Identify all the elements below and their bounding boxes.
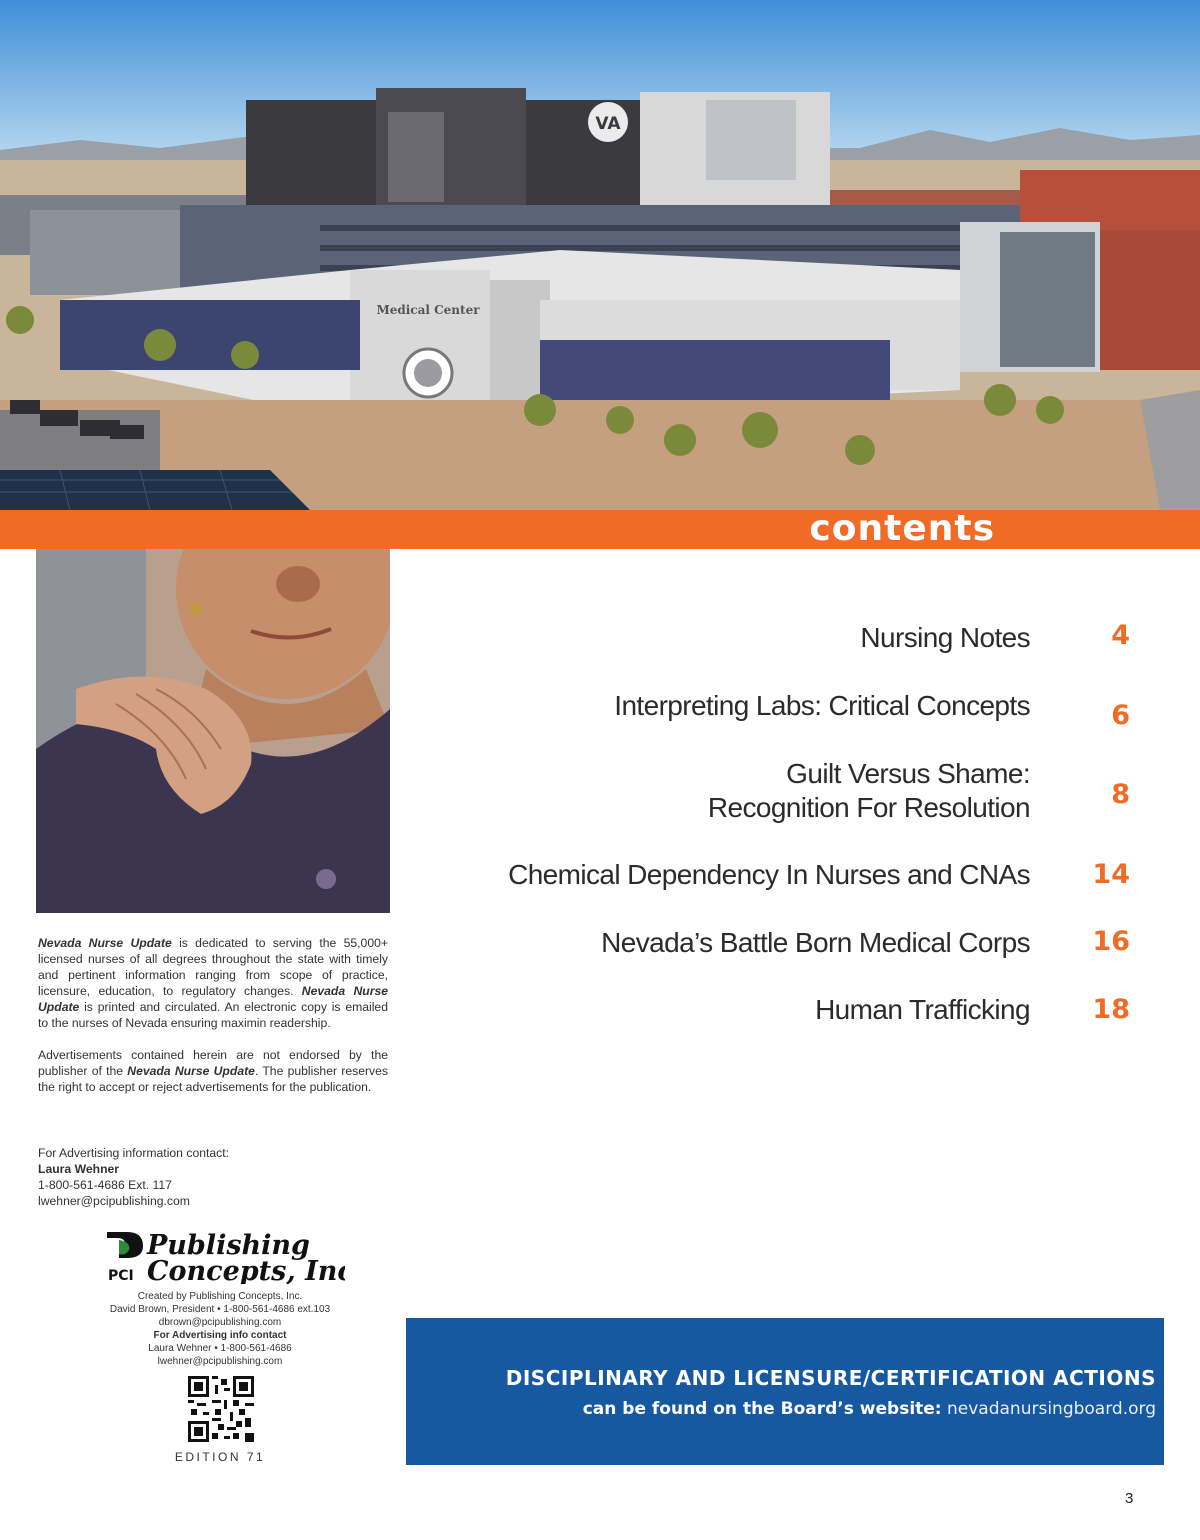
pci-abbr: PCI [108, 1268, 134, 1284]
publication-name: Nevada Nurse Update [38, 936, 172, 950]
contact-name: Laura Wehner [38, 1162, 120, 1176]
toc-item-interpreting-labs[interactable] [420, 689, 1030, 723]
contact-heading: For Advertising information contact: [38, 1146, 230, 1160]
toc-title: Human Trafficking [815, 994, 1030, 1025]
toc-item-battle-born-medical-corps[interactable] [420, 926, 1030, 960]
actions-title: DISCIPLINARY AND LICENSURE/CERTIFICATION ACTIONS [505, 1366, 1156, 1390]
advertising-contact [38, 1145, 388, 1209]
building-sign: Medical Center [376, 303, 480, 317]
contents-banner [0, 510, 1200, 549]
about-text: Advertisements contained herein are not endorsed by the publisher of the [38, 1048, 388, 1078]
publishing-concepts-logo [105, 1228, 345, 1284]
board-website-link[interactable]: nevadanursingboard.org [947, 1399, 1156, 1419]
toc-page-number: 4 [1111, 620, 1130, 651]
toc-title: Nevada’s Battle Born Medical Corps [601, 927, 1030, 958]
svg-text:VA: VA [595, 114, 621, 134]
actions-subtitle-prefix: can be found on the Board’s website: [582, 1399, 942, 1419]
toc-page-number: 14 [1092, 859, 1130, 890]
contact-phone: 1-800-561-4686 Ext. 117 [38, 1178, 172, 1192]
credit-line: For Advertising info contact [153, 1330, 287, 1341]
logo-line-1: Publishing [147, 1230, 310, 1261]
actions-subtitle [583, 1399, 1156, 1419]
publication-description [38, 935, 388, 1111]
credit-line[interactable]: lwehner@pcipublishing.com [157, 1356, 283, 1367]
toc-title: Chemical Dependency In Nurses and CNAs [508, 859, 1030, 890]
toc-title: Interpreting Labs: Critical Concepts [614, 690, 1030, 721]
contents-heading: contents [809, 508, 995, 549]
edition-label: EDITION 71 [174, 1450, 266, 1464]
toc-title-line-2: Recognition For Resolution [707, 792, 1030, 823]
toc-page-number: 6 [1111, 700, 1130, 731]
credit-line: Laura Wehner • 1-800-561-4686 [148, 1343, 292, 1354]
about-text: is printed and circulated. An electronic copy is emailed to the nurses of Nevada ensuring maximin readership. [38, 1000, 388, 1030]
toc-title-line-1: Guilt Versus Shame: [786, 758, 1030, 789]
toc-title: Nursing Notes [860, 622, 1030, 653]
credit-line: David Brown, President • 1-800-561-4686 ext.103 [109, 1304, 331, 1315]
contact-email[interactable]: lwehner@pcipublishing.com [38, 1194, 190, 1208]
portrait-photo-elderly-woman [36, 549, 390, 913]
toc-item-human-trafficking[interactable] [420, 993, 1030, 1027]
about-text: is dedicated to serving the 55,000+ licensed nurses of all degrees throughout the state with timely and pertinent information ranging from scope of practice, licensure, education, to regulatory changes. [38, 936, 388, 998]
about-paragraph-1 [38, 935, 388, 1031]
toc-page-number: 18 [1092, 994, 1130, 1025]
toc-item-chemical-dependency[interactable] [420, 858, 1030, 892]
hero-photo-va-medical-center [0, 0, 1200, 510]
publication-name: Nevada Nurse Update [127, 1064, 255, 1078]
va-logo [588, 102, 628, 142]
qr-code[interactable] [188, 1376, 254, 1442]
toc-item-nursing-notes[interactable] [420, 621, 1030, 655]
about-paragraph-2 [38, 1047, 388, 1095]
publication-name: Nevada Nurse Update [38, 984, 388, 1014]
toc-page-number: 8 [1111, 779, 1130, 810]
about-text: . The publisher reserves the right to accept or reject advertisements for the publication. [38, 1064, 389, 1094]
disciplinary-actions-box [406, 1318, 1164, 1465]
toc-page-number: 16 [1092, 926, 1130, 957]
page-number: 3 [1125, 1490, 1134, 1507]
publisher-credits [60, 1290, 380, 1368]
credit-line[interactable]: dbrown@pcipublishing.com [158, 1317, 282, 1328]
logo-line-2: Concepts, Inc. [147, 1256, 345, 1284]
credit-line: Created by Publishing Concepts, Inc. [137, 1291, 303, 1302]
toc-item-guilt-versus-shame[interactable] [420, 757, 1030, 825]
